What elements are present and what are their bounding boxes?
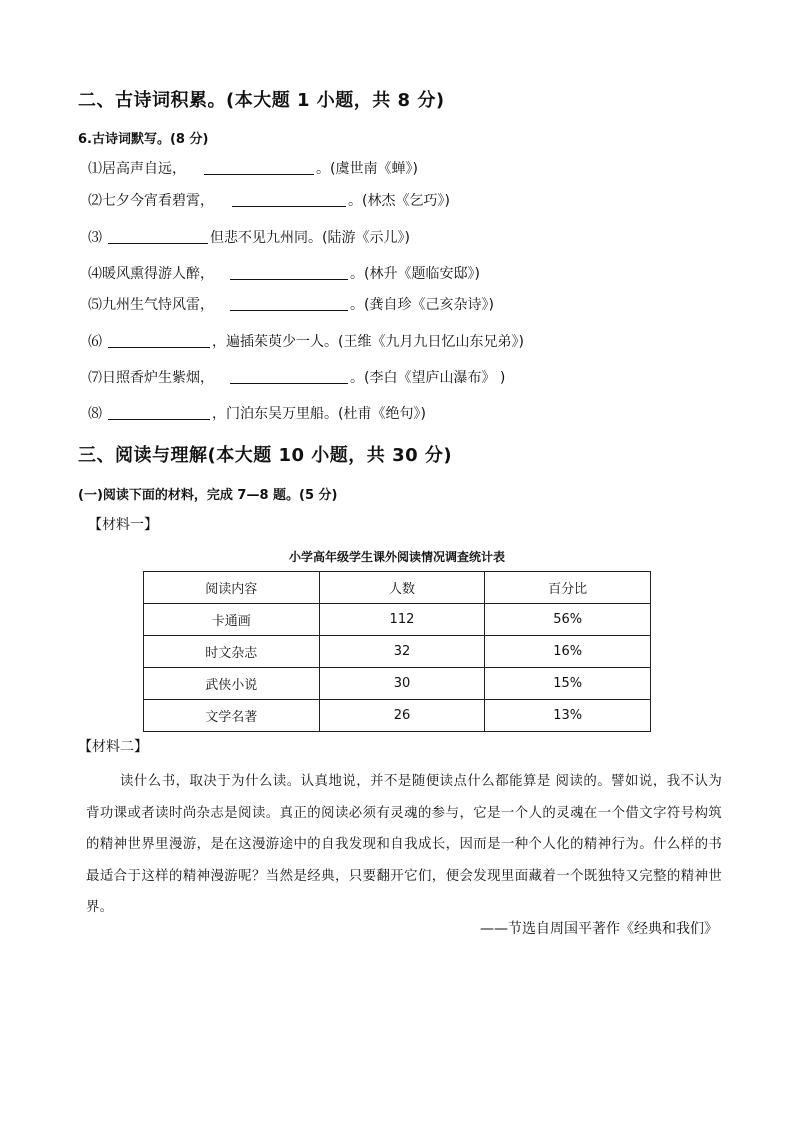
section-3-title: 三、阅读与理解(本大题 10 小题，共 30 分) <box>78 445 453 466</box>
poem-line-text: 。(虞世南《蝉》) <box>316 161 418 177</box>
table-cell: 时文杂志 <box>144 636 320 668</box>
table-cell: 112 <box>319 604 485 636</box>
poem-line-text: 但悲不见九州同。(陆游《示儿》) <box>210 230 410 246</box>
passage-source: ——节选自周国平著作《经典和我们》 <box>480 921 718 937</box>
table-cell: 16% <box>485 636 651 668</box>
table-cell: 30 <box>319 668 485 700</box>
poem-line-text: ，遍插茱萸少一人。(王维《九月九日忆山东兄弟》) <box>212 334 524 350</box>
poem-line-3 <box>88 227 410 247</box>
poem-line-text: 。(林杰《乞巧》) <box>348 193 450 209</box>
answer-blank[interactable] <box>108 405 210 420</box>
poem-line-4 <box>88 263 480 283</box>
table-title: 小学高年级学生课外阅读情况调查统计表 <box>288 550 505 564</box>
poem-line-text: ，门泊东吴万里船。(杜甫《绝句》) <box>212 406 426 422</box>
section-2-title: 二、古诗词积累。(本大题 1 小题，共 8 分) <box>78 90 445 111</box>
poem-line-text: ⑴居高声自远， <box>88 161 186 177</box>
answer-blank[interactable] <box>108 333 210 348</box>
poem-line-text: 。(龚自珍《己亥杂诗》) <box>350 297 494 313</box>
poem-line-8 <box>88 403 426 423</box>
table-header-row <box>144 572 651 604</box>
table-row <box>144 668 651 700</box>
column-header: 人数 <box>319 572 485 604</box>
table-cell: 卡通画 <box>144 604 320 636</box>
material-1-label: 【材料一】 <box>88 517 158 533</box>
answer-blank[interactable] <box>230 296 348 311</box>
poem-line-text: ⑷暖风熏得游人醉， <box>88 266 214 282</box>
reading-passage: 读什么书，取决于为什么读。认真地说，并不是随便读点什么都能算是 阅读的。譬如说，我不认为背功课或者读时尚杂志是阅读。真正的阅读必须有灵魂的参与，它是一个人的灵魂在一个借文字符号构筑的精神世界里漫游，是在这漫游途中的自我发现和自我成长，因而是一种个人化的精神行为。什么样的书最适合于这样的精神漫游呢？当然是经典，只要翻开它们，便会发现里面藏着一个既独特又完整的精神世界。 <box>86 774 722 915</box>
table-row <box>144 700 651 732</box>
table-cell: 56% <box>485 604 651 636</box>
table-cell: 文学名著 <box>144 700 320 732</box>
answer-blank[interactable] <box>230 369 348 384</box>
part-1-heading: (一)阅读下面的材料，完成 7—8 题。(5 分) <box>78 488 338 503</box>
poem-line-text: ⑹ <box>88 334 102 350</box>
poem-line-7 <box>88 367 505 387</box>
poem-line-6 <box>88 331 524 351</box>
poem-line-5 <box>88 294 494 314</box>
answer-blank[interactable] <box>230 265 348 280</box>
material-2-label: 【材料二】 <box>78 739 148 755</box>
poem-line-text: ⑶ <box>88 230 102 246</box>
column-header: 百分比 <box>485 572 651 604</box>
answer-blank[interactable] <box>204 160 314 175</box>
column-header: 阅读内容 <box>144 572 320 604</box>
poem-line-1 <box>88 158 418 178</box>
poem-line-text: ⑵七夕今宵看碧霄， <box>88 193 214 209</box>
poem-line-text: 。(李白《望庐山瀑布》 ) <box>350 370 506 386</box>
table-row <box>144 636 651 668</box>
poem-line-text: ⑸九州生气恃风雷， <box>88 297 214 313</box>
table-cell: 32 <box>319 636 485 668</box>
poem-line-text: ⑻ <box>88 406 102 422</box>
poem-line-text: ⑺日照香炉生紫烟， <box>88 370 214 386</box>
answer-blank[interactable] <box>108 229 208 244</box>
table-cell: 13% <box>485 700 651 732</box>
poem-line-2 <box>88 190 450 210</box>
table-cell: 26 <box>319 700 485 732</box>
answer-blank[interactable] <box>232 192 346 207</box>
table-cell: 15% <box>485 668 651 700</box>
table-row <box>144 604 651 636</box>
reading-survey-table <box>143 571 651 732</box>
table-cell: 武侠小说 <box>144 668 320 700</box>
question-6-heading: 6.古诗词默写。(8 分) <box>78 132 209 147</box>
poem-line-text: 。(林升《题临安邸》) <box>350 266 480 282</box>
